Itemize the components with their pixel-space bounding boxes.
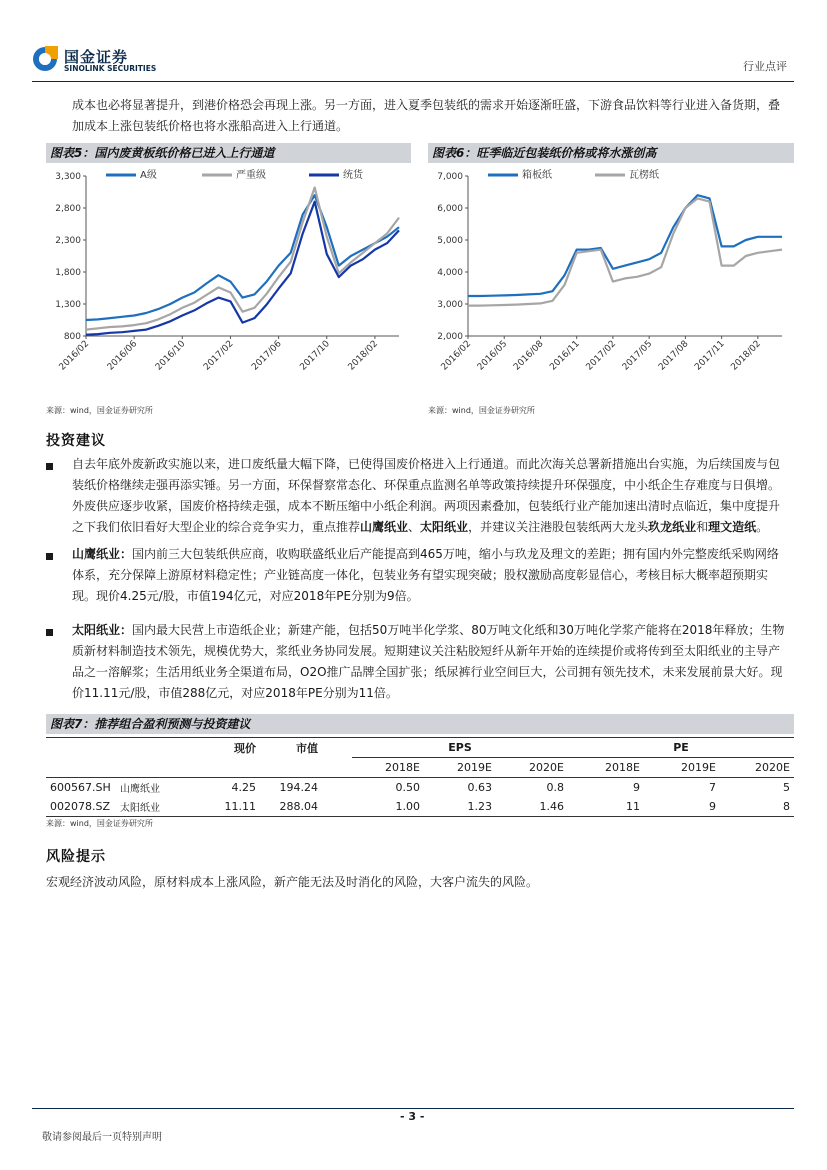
logo-english-name: SINOLINK SECURITIES: [64, 64, 157, 73]
table-row: [46, 797, 794, 817]
x-tick-label: 2016/06: [105, 339, 140, 373]
table-year-row: [46, 758, 794, 778]
stock-pick-shanying: 山鹰纸业: [360, 520, 409, 534]
series-line-0: [468, 195, 782, 296]
table-row: [46, 778, 794, 798]
stock-name: 太阳纸业: [120, 803, 160, 814]
x-tick-label: 2017/02: [584, 339, 619, 373]
chart5-plot: [46, 166, 411, 402]
y-tick-label: 2,300: [55, 236, 81, 246]
header-pe: PE: [568, 738, 794, 758]
invest-bullet-2-text: 国内前三大包装纸供应商，收购联盛纸业后产能提高到465万吨，缩小与玖龙及理文的差距；拥有国内外完整废纸采购网络体系，充分保障上游原材料稳定性；产业链高度一体化，包装业务有望实现突破；股权激励高度彰显信心，考核目标大概率超预期实现。现价4.25元/股，市值194亿元，对应2018年PE分别为9倍。: [72, 547, 779, 603]
y-tick-label: 3,000: [437, 300, 463, 310]
header-market-cap: 市值: [296, 741, 318, 755]
table7-title: 图表7：推荐组合盈利预测与投资建议: [46, 714, 794, 734]
x-tick-label: 2018/02: [729, 339, 763, 373]
chart6-title: 图表6：旺季临近包装纸价格或将水涨创高: [428, 143, 794, 163]
value-cell: 8: [783, 800, 790, 813]
invest-bullet-3: [72, 620, 790, 704]
header-eps: EPS: [352, 738, 568, 758]
header-divider: [32, 81, 794, 82]
stock-code: 002078.SZ: [50, 800, 111, 813]
value-cell: 0.63: [467, 781, 492, 794]
company-name-shanying: 山鹰纸业：: [72, 547, 133, 561]
disclaimer-note: 敬请参阅最后一页特别声明: [42, 1132, 162, 1143]
price-cell: 4.25: [231, 781, 256, 794]
x-tick-label: 2017/10: [298, 339, 332, 373]
invest-bullet-3-text: 国内最大民营上市造纸企业；新建产能，包括50万吨半化学浆、80万吨文化纸和30万吨化学浆产能将在2018年释放；生物质新材料制造技术领先，规模优势大，浆纸业务协同发展。短期建议关注粘胶短纤从新年开始的连续提价或将传到至太阳纸业的主导产品之一溶解浆；生活用纸业务全渠道布局，O2O推广品牌全国扩张；纸尿裤行业空间巨大，公司拥有领先技术，未来发展前景大好。现价11.11元/股，市值288亿元，对应2018年PE分别为11倍。: [72, 623, 785, 700]
separator: 、: [408, 520, 421, 534]
period: 。: [756, 520, 769, 534]
value-cell: 11: [626, 800, 640, 813]
x-tick-label: 2018/02: [346, 339, 381, 373]
cap-cell: 194.24: [279, 781, 318, 794]
x-tick-label: 2016/02: [57, 339, 92, 373]
page-number: - 3 -: [400, 1110, 425, 1123]
year-cell: 2020E: [529, 761, 564, 774]
x-tick-label: 2017/08: [656, 339, 691, 373]
value-cell: 1.46: [539, 800, 564, 813]
y-tick-label: 7,000: [437, 172, 463, 182]
y-tick-label: 3,300: [55, 172, 81, 182]
sinolink-logo-icon: [32, 46, 58, 72]
y-tick-label: 1,300: [55, 300, 81, 310]
stock-pick-taiyang: 太阳纸业: [420, 520, 469, 534]
invest-bullet-1: [72, 454, 790, 538]
bullet-marker: [46, 629, 53, 636]
forecast-table: [46, 738, 794, 817]
y-tick-label: 6,000: [437, 204, 463, 214]
series-line-1: [468, 198, 782, 305]
y-tick-label: 2,000: [437, 332, 463, 342]
value-cell: 1.00: [395, 800, 420, 813]
stock-pick-liwen: 理文造纸: [708, 520, 757, 534]
x-tick-label: 2016/05: [475, 339, 510, 373]
bullet-marker: [46, 553, 53, 560]
footer-divider: [32, 1108, 794, 1109]
legend-label: A级: [140, 170, 157, 181]
stock-pick-jiulong: 玖龙纸业: [648, 520, 697, 534]
x-tick-label: 2016/08: [512, 339, 546, 373]
x-tick-label: 2017/06: [250, 339, 284, 373]
chart5-source: 来源：wind，国金证券研究所: [46, 406, 153, 415]
chart6-source: 来源：wind，国金证券研究所: [428, 406, 535, 415]
year-cell: 2019E: [457, 761, 492, 774]
y-tick-label: 1,800: [55, 268, 81, 278]
year-cell: 2018E: [605, 761, 640, 774]
company-name-taiyang: 太阳纸业：: [72, 623, 133, 637]
invest-bullet-1-text: 自去年底外废新政实施以来，进口废纸量大幅下降，已使得国废价格进入上行通道。而此次海关总署新措施出台实施，为后续国废与包装纸价格继续走强再添实锤。另一方面，环保督察常态化、环保重点监测名单等政策持续提升环保强度，中小纸企生存难度与日俱增。外废供应逐步收紧，国废价格持续走强，成本不断压缩中小纸企利润。两项因素叠加，包装纸行业产能加速出清时点临近，集中度提升之下我们依旧看好大型企业的综合竞争实力，重点推荐: [72, 457, 781, 534]
invest-heading: 投资建议: [46, 433, 106, 449]
x-tick-label: 2017/02: [202, 339, 236, 373]
risk-heading: 风险提示: [46, 849, 106, 865]
value-cell: 1.23: [467, 800, 492, 813]
legend-label: 严重级: [236, 170, 266, 181]
cap-cell: 288.04: [279, 800, 318, 813]
legend-label: 瓦楞纸: [629, 170, 659, 181]
stock-name: 山鹰纸业: [120, 784, 160, 795]
x-tick-label: 2016/10: [153, 339, 188, 373]
year-cell: 2019E: [681, 761, 716, 774]
bullet-marker: [46, 463, 53, 470]
value-cell: 0.50: [395, 781, 420, 794]
conjunction: 和: [696, 520, 709, 534]
y-tick-label: 800: [63, 332, 81, 342]
y-tick-label: 4,000: [437, 268, 463, 278]
value-cell: 7: [709, 781, 716, 794]
legend-label: 箱板纸: [522, 170, 552, 181]
intro-paragraph: 成本也必将显著提升，到港价格恐会再现上涨。另一方面，进入夏季包装纸的需求开始逐渐旺盛，下游食品饮料等行业进入备货期，叠加成本上涨包装纸价格也将水涨船高进入上行通道。: [72, 98, 781, 133]
chart6-plot: [428, 166, 794, 402]
table7-source: 来源：wind，国金证券研究所: [46, 819, 153, 828]
report-type-label: 行业点评: [743, 60, 787, 73]
legend-label: 统货: [343, 170, 363, 181]
risk-text: 宏观经济波动风险，原材料成本上涨风险，新产能无法及时消化的风险，大客户流失的风险。: [46, 875, 539, 889]
x-tick-label: 2017/05: [620, 339, 655, 373]
series-line-1: [86, 188, 399, 330]
price-cell: 11.11: [224, 800, 256, 813]
year-cell: 2020E: [755, 761, 790, 774]
logo-chinese-name: 国金证券: [64, 48, 129, 66]
value-cell: 0.8: [546, 781, 564, 794]
y-tick-label: 2,800: [55, 204, 81, 214]
value-cell: 5: [783, 781, 790, 794]
company-logo: [32, 44, 162, 78]
year-cell: 2018E: [385, 761, 420, 774]
invest-bullet-2: [72, 544, 790, 607]
x-tick-label: 2016/02: [439, 339, 474, 373]
value-cell: 9: [633, 781, 640, 794]
y-tick-label: 5,000: [437, 236, 463, 246]
x-tick-label: 2016/11: [548, 339, 582, 373]
header-price: 现价: [234, 741, 256, 755]
chart5-title: 图表5：国内废黄板纸价格已进入上行通道: [46, 143, 411, 163]
invest-bullet-1-mid: ，并建议关注港股包装纸两大龙头: [468, 520, 649, 534]
series-line-0: [86, 195, 399, 320]
value-cell: 9: [709, 800, 716, 813]
stock-code: 600567.SH: [50, 781, 111, 794]
x-tick-label: 2017/11: [693, 339, 727, 373]
table-header-row: [46, 738, 794, 758]
